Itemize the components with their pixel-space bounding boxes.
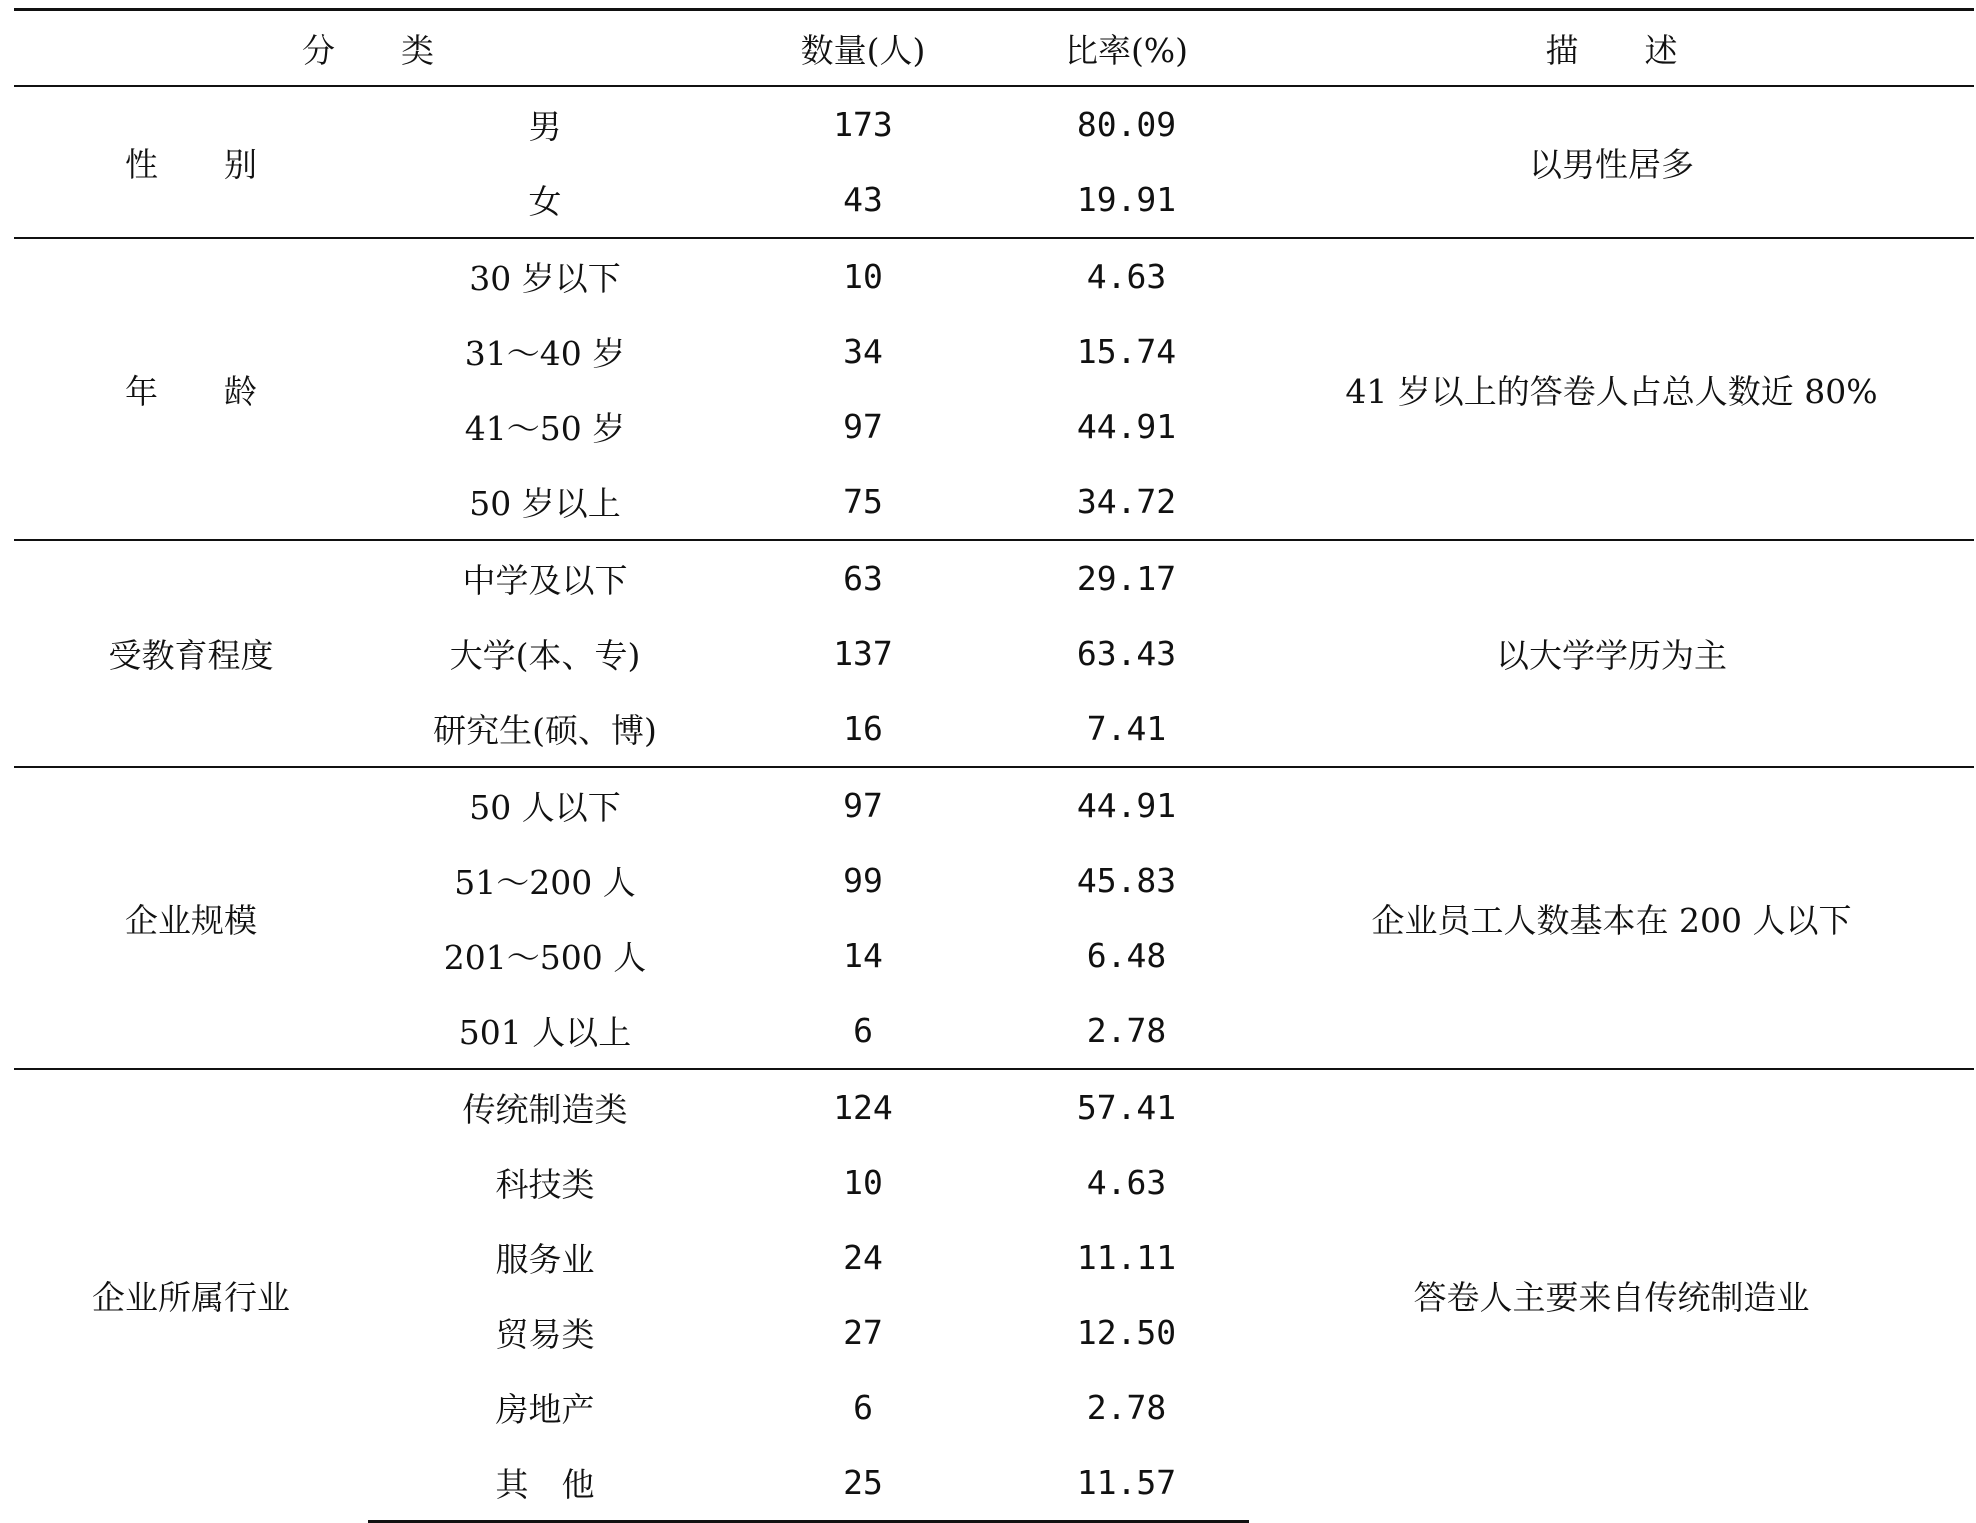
count-cell: 173 xyxy=(833,105,893,144)
table-row xyxy=(14,238,1974,314)
item-cell: 男 xyxy=(528,107,562,146)
count-cell: 34 xyxy=(843,332,883,371)
item-cell: 贸易类 xyxy=(495,1315,595,1354)
header-description: 描 述 xyxy=(1249,10,1974,87)
rate-cell: 29.17 xyxy=(1004,540,1249,616)
count-cell: 6 xyxy=(853,1388,873,1427)
item-cell: 服务业 xyxy=(495,1240,595,1279)
rate-cell: 80.09 xyxy=(1076,105,1177,144)
description-cell: 41 岁以上的答卷人占总人数近 80% xyxy=(1249,238,1974,540)
header-category: 分 类 xyxy=(14,10,722,87)
description-cell: 以大学学历为主 xyxy=(1249,540,1974,767)
item-cell: 41～50 岁 xyxy=(464,409,626,448)
item-cell: 50 岁以上 xyxy=(469,484,621,523)
item-cell: 201～500 人 xyxy=(443,938,647,977)
count-cell: 137 xyxy=(833,634,893,673)
item-cell: 大学(本、专) xyxy=(449,636,641,675)
rate-cell: 34.72 xyxy=(1076,482,1177,521)
count-cell: 10 xyxy=(722,238,1004,314)
category-cell: 年 龄 xyxy=(14,238,368,540)
item-cell: 31～40 岁 xyxy=(464,334,626,373)
category-cell: 企业规模 xyxy=(14,767,368,1069)
item-cell: 30 岁以下 xyxy=(368,238,722,314)
table-row xyxy=(14,540,1974,616)
rate-cell: 15.74 xyxy=(1076,332,1177,371)
rate-cell: 4.63 xyxy=(1086,1163,1167,1202)
rate-cell: 2.78 xyxy=(1086,1388,1167,1427)
count-cell: 10 xyxy=(843,1163,883,1202)
count-cell: 25 xyxy=(722,1445,1004,1522)
category-cell: 受教育程度 xyxy=(14,540,368,767)
header-rate: 比率(%) xyxy=(1004,10,1249,87)
rate-cell: 57.41 xyxy=(1004,1069,1249,1145)
table-row xyxy=(14,86,1974,162)
table-row xyxy=(14,767,1974,843)
rate-cell: 2.78 xyxy=(1086,1011,1167,1050)
category-cell: 企业所属行业 xyxy=(14,1069,368,1522)
rate-cell: 11.11 xyxy=(1076,1238,1177,1277)
rate-cell: 6.48 xyxy=(1086,936,1167,975)
count-cell: 6 xyxy=(853,1011,873,1050)
rate-cell: 44.91 xyxy=(1076,407,1177,446)
item-cell: 科技类 xyxy=(495,1165,595,1204)
count-cell: 43 xyxy=(843,180,883,219)
rate-cell: 7.41 xyxy=(1086,709,1167,748)
rate-cell: 63.43 xyxy=(1076,634,1177,673)
count-cell: 27 xyxy=(843,1313,883,1352)
count-cell: 16 xyxy=(843,709,883,748)
rate-cell: 45.83 xyxy=(1076,861,1177,900)
count-cell: 124 xyxy=(722,1069,1004,1145)
count-cell: 14 xyxy=(843,936,883,975)
item-cell: 房地产 xyxy=(495,1390,595,1429)
header-count: 数量(人) xyxy=(722,10,1004,87)
count-cell: 63 xyxy=(722,540,1004,616)
header-row xyxy=(14,10,1974,87)
table-row xyxy=(14,1069,1974,1145)
description-cell: 以男性居多 xyxy=(1529,144,1694,184)
rate-cell: 4.63 xyxy=(1004,238,1249,314)
item-cell: 其 他 xyxy=(368,1445,722,1522)
rate-cell: 11.57 xyxy=(1004,1445,1249,1522)
item-cell: 研究生(硕、博) xyxy=(433,711,657,750)
item-cell: 501 人以上 xyxy=(458,1013,632,1052)
count-cell: 24 xyxy=(843,1238,883,1277)
count-cell: 97 xyxy=(722,767,1004,843)
description-cell: 答卷人主要来自传统制造业 xyxy=(1249,1069,1974,1522)
item-cell: 中学及以下 xyxy=(368,540,722,616)
item-cell: 传统制造类 xyxy=(368,1069,722,1145)
category-cell: 性 别 xyxy=(125,144,257,184)
item-cell: 女 xyxy=(528,182,562,221)
statistics-table-container xyxy=(14,8,1974,1523)
count-cell: 97 xyxy=(843,407,883,446)
rate-cell: 44.91 xyxy=(1004,767,1249,843)
statistics-table xyxy=(14,8,1974,1523)
table-body xyxy=(14,86,1974,1522)
item-cell: 50 人以下 xyxy=(368,767,722,843)
rate-cell: 19.91 xyxy=(1076,180,1177,219)
rate-cell: 12.50 xyxy=(1076,1313,1177,1352)
description-cell: 企业员工人数基本在 200 人以下 xyxy=(1249,767,1974,1069)
count-cell: 75 xyxy=(843,482,883,521)
count-cell: 99 xyxy=(843,861,883,900)
item-cell: 51～200 人 xyxy=(454,863,636,902)
